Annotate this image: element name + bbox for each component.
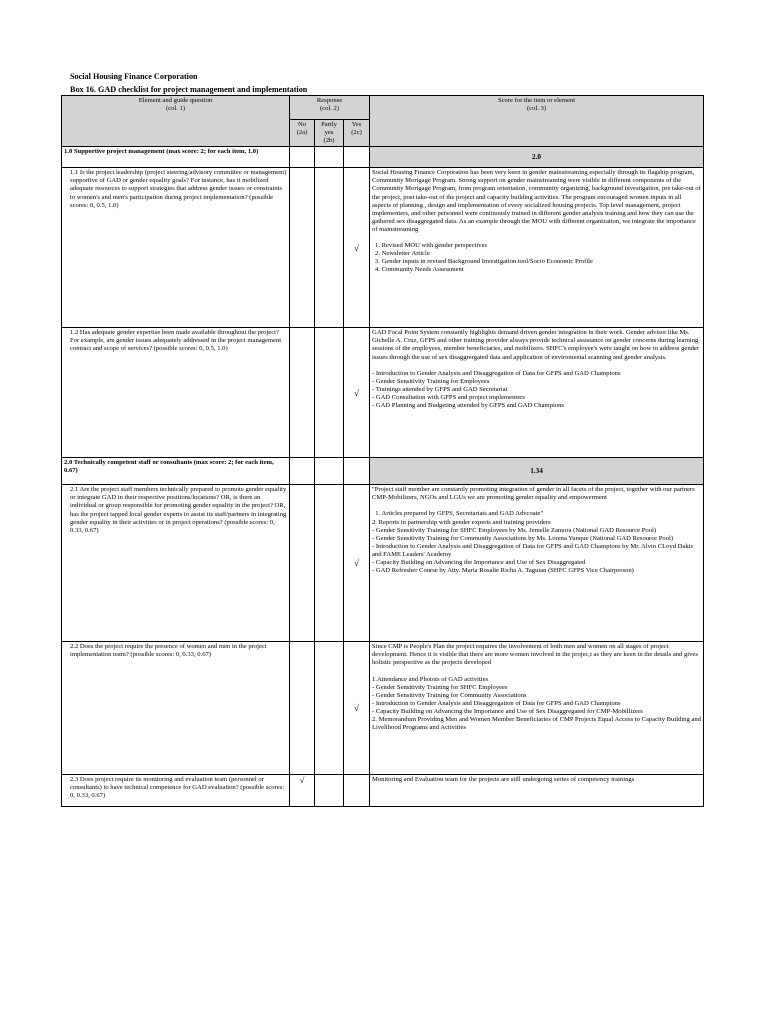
list-item: - GAD Refresher Course by Atty. Maria Rosalie Richa A. Taguian (SHFC GFPS Vice Chairperson) bbox=[372, 567, 634, 575]
section-row bbox=[62, 147, 704, 168]
section-row bbox=[62, 458, 704, 485]
gad-checklist-table bbox=[61, 95, 704, 807]
check-mark-icon: √ bbox=[344, 642, 370, 775]
list-item: - Trainings attended by GFPS and GAD Secretariat bbox=[372, 385, 508, 393]
list-item: 1.Attendance and Photots of GAD activities bbox=[372, 675, 489, 683]
section-score: 1.34 bbox=[370, 458, 704, 485]
check-mark-icon: √ bbox=[344, 168, 370, 328]
organization-name: Social Housing Finance Corporation bbox=[70, 72, 198, 81]
item-evidence bbox=[370, 775, 704, 807]
list-item: - Gender Sensitivity Training for Community Associations by Ms. Lorena Yunque (National GAD Resource Pool) bbox=[372, 534, 674, 542]
evidence-list bbox=[372, 370, 701, 410]
element-column-header: Element and guide question (col. 1) bbox=[62, 96, 290, 147]
list-item: - GAD Planning and Budgeting attended by GFPS and GAD Champions bbox=[372, 402, 564, 410]
box-title: Box 16. GAD checklist for project management and implementation bbox=[70, 85, 308, 94]
list-item: 2. Newsletter Article bbox=[375, 250, 430, 258]
list-item: - Introduction to Gender Analysis and Disaggregation of Data for GFPS and GAD Champions bbox=[372, 699, 621, 707]
check-mark-icon: √ bbox=[290, 775, 315, 807]
list-item: 2. Memorandum Providing Men and Women Member Beneficiaries of CMP Projects Equal Access to Capacity Building and Livelihood Programs and Activities bbox=[372, 716, 701, 732]
list-item: - Gender Sensitivity Training for Community Associations bbox=[372, 691, 527, 699]
section-title: 2.0 Technically competent staff or consultants (max score: 2; for each item, 0.67) bbox=[62, 458, 290, 485]
list-item: 1. Revised MOU with gender perspectives bbox=[375, 242, 488, 250]
item-row bbox=[62, 328, 704, 458]
item-evidence bbox=[370, 642, 704, 775]
evidence-list bbox=[372, 510, 701, 575]
no-subheader: No (2a) bbox=[290, 120, 315, 147]
item-row bbox=[62, 775, 704, 807]
list-item: - Capacity Building on Advancing the Importance and Use of Sex Disaggregated bbox=[372, 559, 586, 567]
evidence-text: GAD Focal Point System constantly highlights demand driven gender integration in their work. Gender advisor like Ms. Gichelle A. Cruz, GFPS and other training provider always provide technical assistance on gender concerns during learning sessions of the employees, member beneficiaries, and mobilizers. SHFC's employee's were taught on how to address gender issues through the use of sex disaggrergated data and application of enviromental scanning and gender analysis. bbox=[372, 329, 700, 361]
guide-question: 1.1 Is the project leadership (project steering/advisory committee or management) supportive of GAD or gender equality goals? For instance, has it mobilized adequate resources to support strategies that address gender issues or constraints to women's and men's participation during project implementation? (possible scores: 0, 0.5, 1.0) bbox=[62, 168, 290, 328]
section-title: 1.0 Supportive project management (max score: 2; for each item, 1.0) bbox=[62, 147, 290, 168]
check-mark-icon: √ bbox=[344, 328, 370, 458]
response-column-header: Response (col. 2) bbox=[290, 96, 370, 120]
item-evidence bbox=[370, 168, 704, 328]
guide-question: 2.2 Does the project require the presence of women and men in the project implementation team? (possible scores: 0, 0.33, 0.67) bbox=[62, 642, 290, 775]
document-header bbox=[70, 70, 307, 96]
item-row bbox=[62, 485, 704, 642]
section-score: 2.0 bbox=[370, 147, 704, 168]
score-column-header: Score for the item or element (col. 3) bbox=[370, 96, 704, 147]
evidence-text: "Project staff member are constantly promoting integration of gender in all facets of the project, together with our partners CMP-Mobilizers, NGOs and LGUs we are promoting gender equality and empowerment bbox=[372, 486, 695, 502]
list-item: 1. Articles prepared by GFPS, Secretariats and GAD Advcoate" bbox=[372, 510, 544, 518]
check-mark-icon: √ bbox=[344, 485, 370, 642]
guide-question: 2.1 Are the project staff members technically prepared to promote gender equality or integrate GAD in their respective positions/locations? OR, is there an individual or group responsible for promoting gender equality in the project? OR, has the project tapped local gender experts to assist its staff/partners in integrating gender equality in their activities or in project operations? (possible scores: 0, 0.33, 0.67) bbox=[62, 485, 290, 642]
list-item: - Introduction to Gender Analysis and Disaggregation of Data for GFPS and GAD Champions bbox=[372, 369, 621, 377]
partly-yes-subheader: Partly yes (2b) bbox=[315, 120, 344, 147]
list-item: - Gender Sensitivity Training for SHFC Employees bbox=[372, 683, 508, 691]
evidence-text: Since CMP is People's Plan the project requires the involvement of both men and women on all stages of project development. Hence it is visible that there are more women involved in the projec,t as they are keen in the details and gives holistic perspective as the projects developed bbox=[372, 643, 698, 667]
yes-subheader: Yes (2c) bbox=[344, 120, 370, 147]
list-item: 4. Community Needs Assessment bbox=[375, 266, 464, 274]
list-item: 2. Reports in partnership with gender experts and training providers bbox=[372, 518, 551, 526]
item-row bbox=[62, 168, 704, 328]
list-item: - Capacity Building on Advancing the Importance and Use of Sex Disaggregated for CMP-Mobillizers bbox=[372, 707, 643, 715]
item-evidence bbox=[370, 328, 704, 458]
evidence-text: Social Housing Finance Corporation has been very keen in gender mainstreaming especially through its flagship program, Community Mortgage Program. Strong support on gender mainstreaming were visible in different components of the Community Mortgage Program, from program orientation, community organizing, background investigation, pre take-out of the project, post take-out of the project and capacity building activities. The program encouraged women inputs in all aspects of planning , design and implementation of every socialized housing projects. Top level management, project implementers, and other personnel were continously trained in different gender analysis training and how they can use the gathered sex disaggregated data. As an example through the MOU with different organization, we integrate the importance of mainstreaming bbox=[372, 169, 701, 233]
list-item: - Gender Sensitivity Training for SHFC Employees by Ms. Jemelle Zamora (National GAD Resource Pool) bbox=[372, 526, 657, 534]
table-header-row bbox=[62, 96, 704, 120]
item-row bbox=[62, 642, 704, 775]
evidence-list bbox=[372, 676, 701, 733]
list-item: - GAD Consultation with GFPS and project implementers bbox=[372, 393, 525, 401]
evidence-text: Monitoring and Evaluation team for the projects are still undergoing series of competency trainings bbox=[372, 776, 635, 784]
item-evidence bbox=[370, 485, 704, 642]
evidence-list bbox=[372, 242, 701, 274]
guide-question: 1.2 Has adequate gender expertise been made available throughout the project? For example, are gender issues adequately addressed in the project management contract and scope of services? (possible scores: 0, 0.5, 1.0) bbox=[62, 328, 290, 458]
list-item: 3. Gender inputs in revised Background Investigation tool/Socio Economic Profile bbox=[375, 258, 593, 266]
guide-question: 2.3 Does project require its monitoring and evaluation team (personnel or consultants) to have technical competence for GAD evaluation? (possible scores: 0, 0.33, 0.67) bbox=[62, 775, 290, 807]
list-item: - Introduction to Gender Analysis and Disaggregation of Data for GFPS and GAD Champions by Mr. Alvin CLoyd Dakis and FAME Leaders' Academy bbox=[372, 542, 694, 558]
list-item: - Gender Sensitivity Training for Employees bbox=[372, 377, 490, 385]
